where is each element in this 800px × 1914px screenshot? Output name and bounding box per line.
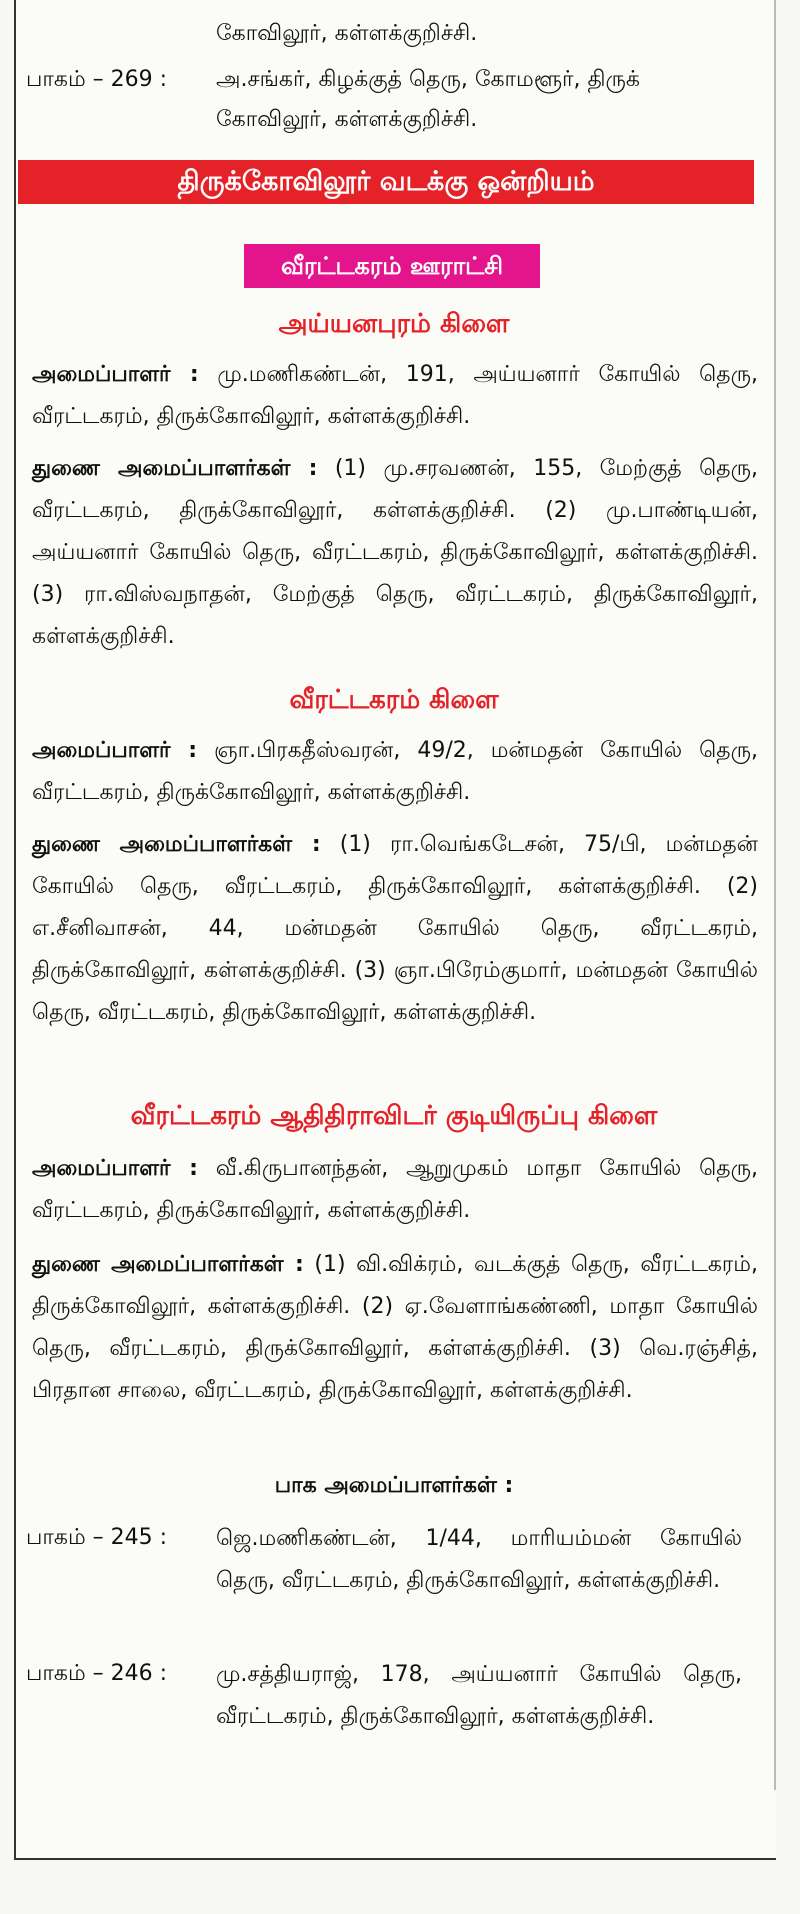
organiser-label: அமைப்பாளர் : — [32, 738, 198, 763]
deputy-paragraph — [32, 448, 758, 658]
top-row-2 — [18, 60, 748, 100]
part-label — [18, 14, 216, 54]
deputy-label: துணை அமைப்பாளர்கள் : — [32, 456, 318, 481]
branch-heading: வீரட்டகரம் ஆதிதிராவிடர் குடியிருப்பு கிளை — [130, 1101, 658, 1131]
organiser-text: மு.மணிகண்டன், 191, அய்யனார் கோயில் தெரு, வீரட்டகரம், திருக்கோவிலூர், கள்ளக்குறிச்சி. — [32, 362, 758, 429]
part-label — [18, 100, 216, 140]
deputy-text: (1) வி.விக்ரம், வடக்குத் தெரு, வீரட்டகரம், திருக்கோவிலூர், கள்ளக்குறிச்சி. (2) ஏ.வேளாங்கண்ணி, மாதா கோயில் தெரு, வீரட்டகரம், திருக்கோவிலூர், கள்ளக்குறிச்சி. (3) வெ.ரஞ்சித், பிரதான சாலை, வீரட்டகரம், திருக்கோவிலூர், கள்ளக்குறிச்சி. — [32, 1252, 758, 1403]
column-rule — [774, 0, 776, 1790]
deputy-text: (1) மு.சரவணன், 155, மேற்குத் தெரு, வீரட்டகரம், திருக்கோவிலூர், கள்ளக்குறிச்சி. (2) மு.பாண்டியன், அய்யனார் கோயில் தெரு, வீரட்டகரம், திருக்கோவிலூர், கள்ளக்குறிச்சி. (3) ரா.விஸ்வநாதன், மேற்குத் தெரு, வீரட்டகரம், திருக்கோவிலூர், கள்ளக்குறிச்சி. — [32, 456, 758, 649]
part-text: ஜெ.மணிகண்டன், 1/44, மாரியம்மன் கோயில் தெரு, வீரட்டகரம், திருக்கோவிலூர், கள்ளக்குறிச்சி. — [216, 1526, 742, 1593]
top-row-1 — [18, 14, 748, 54]
branch-heading: வீரட்டகரம் கிளை — [289, 685, 499, 715]
deputy-text: (1) ரா.வெங்கடேசன், 75/பி, மன்மதன் கோயில் தெரு, வீரட்டகரம், திருக்கோவிலூர், கள்ளக்குறிச்சி. (2) எ.சீனிவாசன், 44, மன்மதன் கோயில் தெரு, வீரட்டகரம், திருக்கோவிலூர், கள்ளக்குறிச்சி. (3) ஞா.பிரேம்குமார், மன்மதன் கோயில் தெரு, வீரட்டகரம், திருக்கோவிலூர், கள்ளக்குறிச்சி. — [32, 832, 758, 1025]
part-label: பாகம் – 245 : — [26, 1525, 168, 1550]
panchayat-banner: வீரட்டகரம் ஊராட்சி — [244, 244, 540, 288]
part-organisers-heading: பாக அமைப்பாளர்கள் : — [274, 1473, 514, 1498]
part-text: மு.சத்தியராஜ், 178, அய்யனார் கோயில் தெரு, வீரட்டகரம், திருக்கோவிலூர், கள்ளக்குறிச்சி. — [216, 1662, 742, 1729]
organiser-label: அமைப்பாளர் : — [32, 362, 199, 387]
part-label: பாகம் – 269 : — [26, 67, 168, 92]
deputy-paragraph — [32, 824, 758, 1076]
organiser-paragraph — [32, 1148, 758, 1232]
organiser-text: வீ.கிருபானந்தன், ஆறுமுகம் மாதா கோயில் தெரு, வீரட்டகரம், திருக்கோவிலூர், கள்ளக்குறிச்சி. — [32, 1156, 758, 1223]
deputy-label: துணை அமைப்பாளர்கள் : — [32, 832, 321, 857]
organiser-label: அமைப்பாளர் : — [32, 1156, 198, 1181]
part-text: கோவிலூர், கள்ளக்குறிச்சி. — [216, 21, 478, 46]
organiser-paragraph — [32, 730, 758, 814]
organiser-text: ஞா.பிரகதீஸ்வரன், 49/2, மன்மதன் கோயில் தெரு, வீரட்டகரம், திருக்கோவிலூர், கள்ளக்குறிச்சி. — [32, 738, 758, 805]
part-text: அ.சங்கர், கிழக்குத் தெரு, கோமளூர், திருக் — [216, 67, 640, 92]
branch-heading: அய்யனபுரம் கிளை — [278, 309, 510, 339]
part-row — [18, 1518, 748, 1648]
part-label: பாகம் – 246 : — [26, 1661, 168, 1686]
deputy-label: துணை அமைப்பாளர்கள் : — [32, 1252, 304, 1277]
part-text: கோவிலூர், கள்ளக்குறிச்சி. — [216, 107, 478, 132]
organiser-paragraph — [32, 354, 758, 438]
deputy-paragraph — [32, 1244, 758, 1454]
part-row — [18, 1654, 748, 1784]
union-banner: திருக்கோவிலூர் வடக்கு ஒன்றியம் — [18, 160, 754, 204]
top-row-3 — [18, 100, 748, 140]
